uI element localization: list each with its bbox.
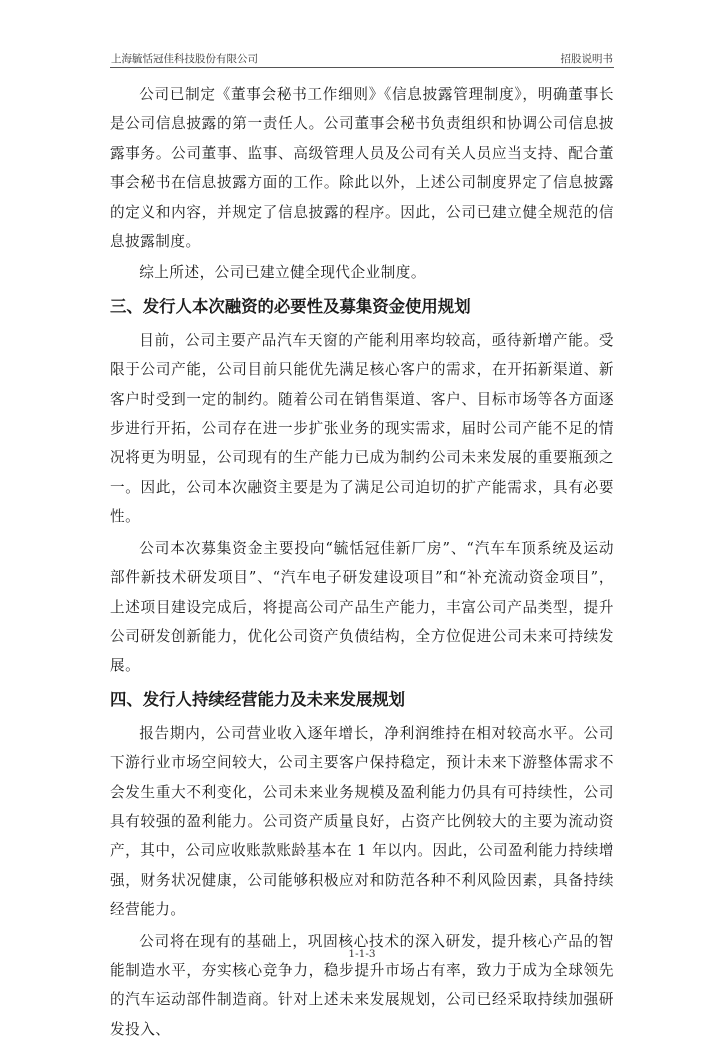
paragraph-future-plan: 公司将在现有的基础上，巩固核心技术的深入研发，提升核心产品的智能制造水平，夯实核心竞争力，稳步提升市场占有率，致力于成为全球领先的汽车运动部件制造商。针对上述未来发展规划，公司已经采取持续加强研发投入、: [110, 932, 614, 1038]
paragraph-fund-use: 公司本次募集资金主要投向“毓恬冠佳新厂房”、“汽车车顶系统及运动部件新技术研发项目”、“汽车电子研发建设项目”和“补充流动资金项目”，上述项目建设完成后，将提高公司产品生产能力，丰富公司产品类型，提升公司研发创新能力，优化公司资产负债结构，全方位促进公司未来可持续发展。: [110, 539, 614, 675]
section-heading-sustainability: 四、发行人持续经营能力及未来发展规划: [110, 689, 406, 709]
paragraph-financing-necessity: 目前，公司主要产品汽车天窗的产能利用率均较高，亟待新增产能。受限于公司产能，公司目前只能优先满足核心客户的需求，在开拓新渠道、新客户时受到一定的制约。随着公司在销售渠道、客户、目标市场等各方面逐步进行开拓，公司存在进一步扩张业务的现实需求，届时公司产能不足的情况将更为明显，公司现有的生产能力已成为制约公司未来发展的重要瓶颈之一。因此，公司本次融资主要是为了满足公司迫切的扩产能需求，具有必要性。: [110, 331, 614, 526]
section-heading-financing: 三、发行人本次融资的必要性及募集资金使用规划: [110, 296, 471, 316]
page-header: [110, 50, 614, 68]
page-body: [110, 80, 614, 1044]
page-number: 1-1-3: [348, 948, 376, 960]
paragraph-summary: 综上所述，公司已建立健全现代企业制度。: [139, 264, 426, 282]
document-type: 招股说明书: [560, 53, 613, 65]
company-name: 上海毓恬冠佳科技股份有限公司: [111, 53, 258, 65]
paragraph-operating-ability: 报告期内，公司营业收入逐年增长，净利润维持在相对较高水平。公司下游行业市场空间较大，公司主要客户保持稳定，预计未来下游整体需求不会发生重大不利变化，公司未来业务规模及盈利能力仍具有可持续性，公司具有较强的盈利能力。公司资产质量良好，占资产比例较大的主要为流动资产，其中，公司应收账款账龄基本在 1 年以内。因此，公司盈利能力持续增强，财务状况健康，公司能够积极应对和防范各种不利风险因素，具备持续经营能力。: [110, 724, 614, 919]
paragraph-info-disclosure: 公司已制定《董事会秘书工作细则》《信息披露管理制度》，明确董事长是公司信息披露的第一责任人。公司董事会秘书负责组织和协调公司信息披露事务。公司董事、监事、高级管理人员及公司有关人员应当支持、配合董事会秘书在信息披露方面的工作。除此以外，上述公司制度界定了信息披露的定义和内容，并规定了信息披露的程序。因此，公司已建立健全规范的信息披露制度。: [110, 86, 614, 251]
